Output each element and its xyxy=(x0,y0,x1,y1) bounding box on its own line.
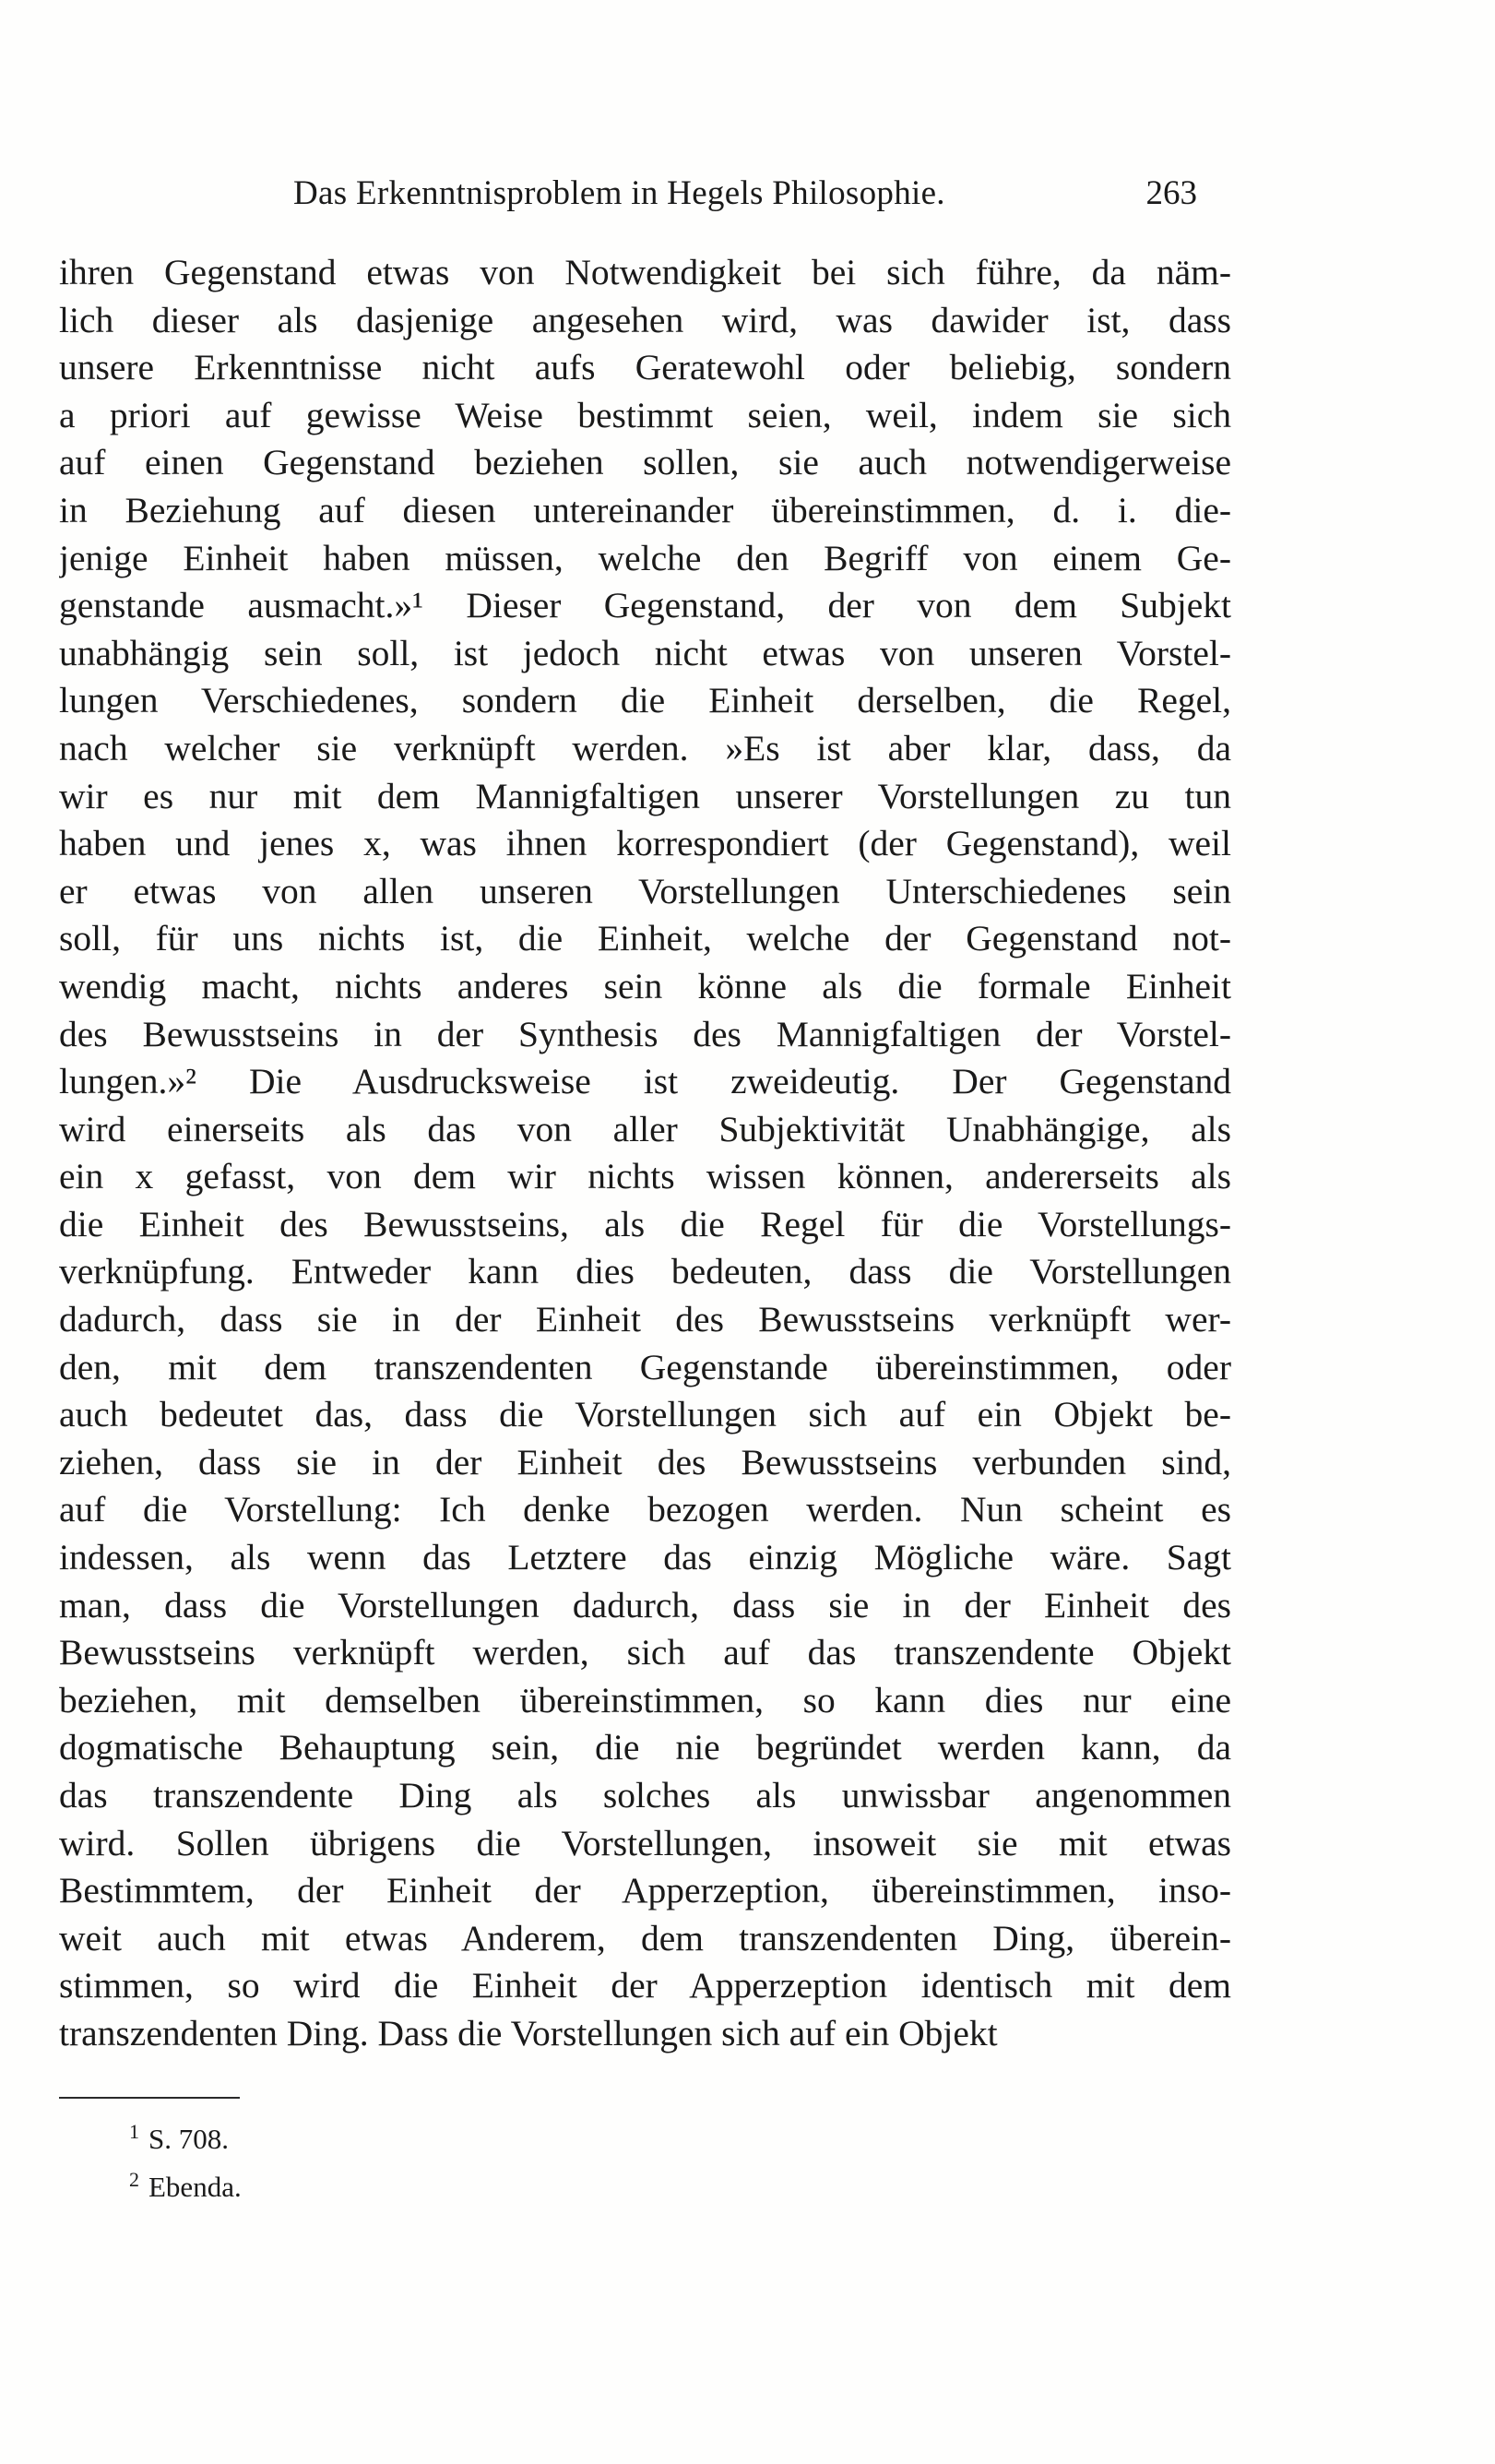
body-line: wird einerseits als das von aller Subjektivität Unabhängige, als xyxy=(59,1108,1231,1149)
body-line: lungen Verschiedenes, sondern die Einheit derselben, die Regel, xyxy=(59,680,1231,721)
body-line: dadurch, dass sie in der Einheit des Bewusstseins verknüpft wer- xyxy=(59,1299,1231,1340)
body-line: auf die Vorstellung: Ich denke bezogen werden. Nun scheint es xyxy=(59,1489,1231,1530)
running-header xyxy=(293,168,1197,220)
body-line: auch bedeutet das, dass die Vorstellungen sich auf ein Objekt be- xyxy=(59,1394,1231,1435)
body-line: stimmen, so wird die Einheit der Apperzeption identisch mit dem xyxy=(59,1965,1231,2006)
body-line: in Beziehung auf diesen untereinander übereinstimmen, d. i. die- xyxy=(59,489,1231,530)
body-line: weit auch mit etwas Anderem, dem transzendenten Ding, überein- xyxy=(59,1917,1231,1958)
running-title: Das Erkenntnisproblem in Hegels Philosophie. xyxy=(293,174,945,212)
body-line: die Einheit des Bewusstseins, als die Regel für die Vorstellungs- xyxy=(59,1203,1231,1244)
body-line: lungen.»² Die Ausdrucksweise ist zweideutig. Der Gegenstand xyxy=(59,1061,1231,1102)
body-line: haben und jenes x, was ihnen korrespondiert (der Gegenstand), weil xyxy=(59,823,1231,864)
body-line: Bewusstseins verknüpft werden, sich auf das transzendente Objekt xyxy=(59,1632,1231,1673)
body-line: verknüpfung. Entweder kann dies bedeuten, dass die Vorstellungen xyxy=(59,1251,1231,1292)
body-line: indessen, als wenn das Letztere das einzig Mögliche wäre. Sagt xyxy=(59,1537,1231,1578)
footnote-mark: 1 xyxy=(129,2119,139,2143)
body-line: wendig macht, nichts anderes sein könne als die formale Einheit xyxy=(59,965,1231,1006)
body-line: wir es nur mit dem Mannigfaltigen unserer Vorstellungen zu tun xyxy=(59,775,1231,816)
body-line: dogmatische Behauptung sein, die nie begründet werden kann, da xyxy=(59,1727,1231,1768)
footnote-text: S. 708. xyxy=(148,2123,229,2155)
body-line: lich dieser als dasjenige angesehen wird, was dawider ist, dass xyxy=(59,299,1231,340)
body-line: auf einen Gegenstand beziehen sollen, sie auch notwendigerweise xyxy=(59,442,1231,483)
body-line: transzendenten Ding. Dass die Vorstellungen sich auf ein Objekt xyxy=(59,2012,998,2053)
body-line: jenige Einheit haben müssen, welche den Begriff von einem Ge- xyxy=(59,537,1231,578)
body-line: er etwas von allen unseren Vorstellungen Unterschiedenes sein xyxy=(59,870,1231,911)
body-line: unsere Erkenntnisse nicht aufs Geratewohl oder beliebig, sondern xyxy=(59,347,1231,388)
body-line: das transzendente Ding als solches als unwissbar angenommen xyxy=(59,1775,1231,1815)
body-line: ein x gefasst, von dem wir nichts wissen können, andererseits als xyxy=(59,1156,1231,1197)
body-line: ziehen, dass sie in der Einheit des Bewusstseins verbunden sind, xyxy=(59,1441,1231,1482)
body-line: den, mit dem transzendenten Gegenstande übereinstimmen, oder xyxy=(59,1346,1231,1387)
body-text xyxy=(59,249,1231,2058)
body-line: genstande ausmacht.»¹ Dieser Gegenstand, der von dem Subjekt xyxy=(59,585,1231,626)
footnote-divider xyxy=(59,2097,240,2099)
footnote-mark: 2 xyxy=(129,2167,139,2191)
footnote xyxy=(129,2115,682,2163)
body-line: ihren Gegenstand etwas von Notwendigkeit bei sich führe, da näm- xyxy=(59,252,1231,292)
body-line: a priori auf gewisse Weise bestimmt seien, weil, indem sie sich xyxy=(59,394,1231,435)
body-line: unabhängig sein soll, ist jedoch nicht etwas von unseren Vorstel- xyxy=(59,632,1231,673)
body-line: des Bewusstseins in der Synthesis des Mannigfaltigen der Vorstel- xyxy=(59,1013,1231,1054)
body-line: soll, für uns nichts ist, die Einheit, welche der Gegenstand not- xyxy=(59,918,1231,959)
body-line: Bestimmtem, der Einheit der Apperzeption, übereinstimmen, inso- xyxy=(59,1870,1231,1911)
body-line: nach welcher sie verknüpft werden. »Es ist aber klar, dass, da xyxy=(59,727,1231,768)
page-number: 263 xyxy=(1145,174,1197,212)
footnote-text: Ebenda. xyxy=(148,2171,242,2203)
body-line: wird. Sollen übrigens die Vorstellungen, insoweit sie mit etwas xyxy=(59,1822,1231,1863)
footnotes xyxy=(129,2115,682,2211)
footnote xyxy=(129,2163,682,2211)
body-line: beziehen, mit demselben übereinstimmen, so kann dies nur eine xyxy=(59,1679,1231,1720)
body-line: man, dass die Vorstellungen dadurch, dass sie in der Einheit des xyxy=(59,1584,1231,1625)
